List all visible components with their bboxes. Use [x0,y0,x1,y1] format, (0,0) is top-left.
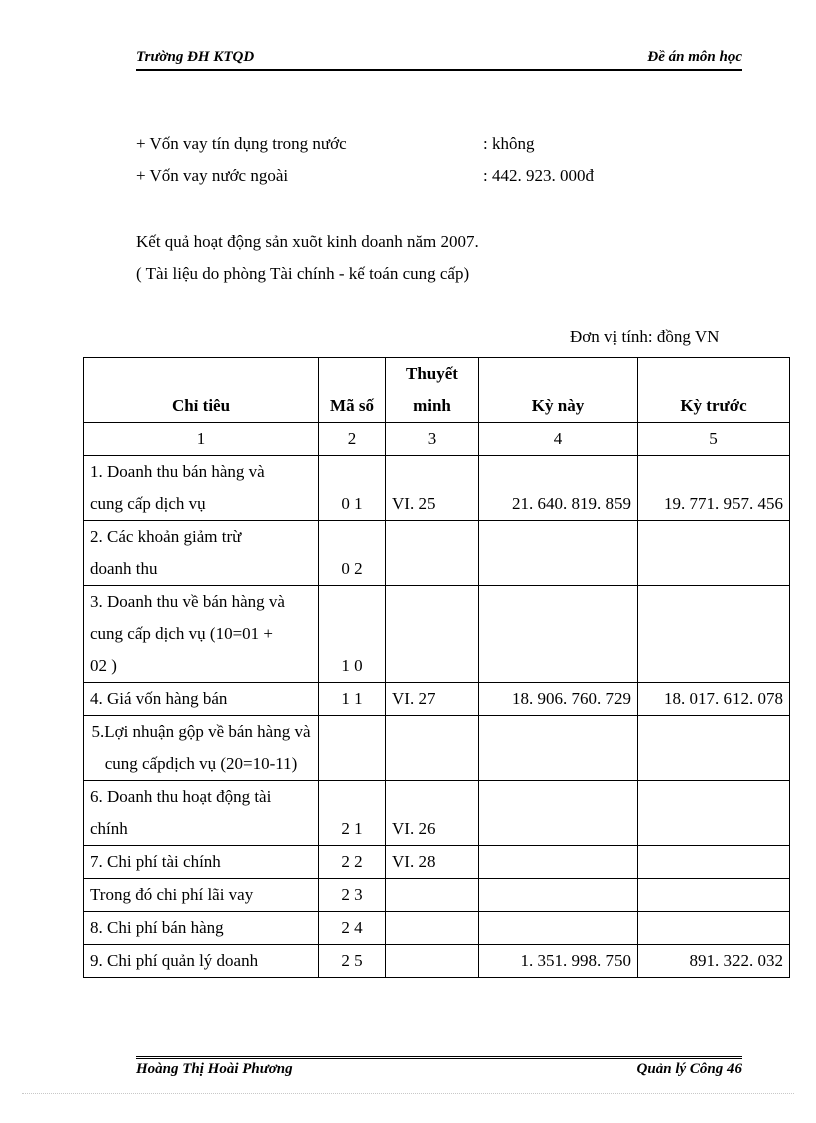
table-row [84,716,790,781]
criteria-line: 7. Chi phí tài chính [90,852,221,871]
row-previous [638,912,790,945]
row-criteria [84,586,319,683]
row-previous: 891. 322. 032 [638,945,790,978]
criteria-line: 02 ) [90,656,117,675]
row-previous [638,846,790,879]
row-code: 2 1 [319,781,386,846]
header-criteria: Chỉ tiêu [84,358,319,423]
row-previous [638,586,790,683]
capital-foreign-value: : 442. 923. 000đ [483,166,594,185]
section-source: ( Tài liệu do phòng Tài chính - kế toán cung cấp) [136,264,470,283]
page-footer [136,1056,742,1078]
row-criteria [84,781,319,846]
table-row [84,456,790,521]
row-previous: 18. 017. 612. 078 [638,683,790,716]
page-bottom-divider [22,1093,794,1094]
footer-class: Quản lý Công 46 [636,1061,742,1077]
row-note [386,586,479,683]
criteria-line: 6. Doanh thu hoạt động tài [90,787,272,806]
row-current [479,521,638,586]
section-title: Kết quả hoạt động sản xuõt kinh doanh năm 2007. [136,232,479,251]
row-criteria [84,683,319,716]
header-note [386,358,479,423]
criteria-line: 1. Doanh thu bán hàng và [90,462,265,481]
header-code: Mã số [319,358,386,423]
table-row [84,945,790,978]
criteria-line: 3. Doanh thu về bán hàng và [90,592,285,611]
row-current: 1. 351. 998. 750 [479,945,638,978]
row-criteria [84,846,319,879]
table-row [84,912,790,945]
table-header-row [84,358,790,423]
row-previous [638,781,790,846]
row-code [319,716,386,781]
footer-author: Hoàng Thị Hoài Phương [136,1061,293,1077]
header-current: Kỳ này [479,358,638,423]
row-code: 2 3 [319,879,386,912]
page-header [136,49,742,71]
table-row [84,846,790,879]
row-note [386,521,479,586]
row-code: 2 2 [319,846,386,879]
header-previous: Kỳ trước [638,358,790,423]
table-row [84,586,790,683]
row-previous [638,716,790,781]
row-note: VI. 28 [386,846,479,879]
row-code: 2 4 [319,912,386,945]
col-number-1: 1 [84,423,319,456]
col-number-4: 4 [479,423,638,456]
capital-foreign-label: + Vốn vay nước ngoài [136,166,289,185]
row-previous: 19. 771. 957. 456 [638,456,790,521]
criteria-line: chính [90,819,128,838]
col-number-2: 2 [319,423,386,456]
header-note-line1: Thuyết [406,364,458,383]
header-note-line2: minh [413,396,451,415]
row-criteria [84,456,319,521]
row-current: 18. 906. 760. 729 [479,683,638,716]
capital-domestic-label: + Vốn vay tín dụng trong nước [136,134,347,153]
criteria-line: 5.Lợi nhuận gộp về bán hàng và [91,722,311,741]
row-current [479,716,638,781]
row-note [386,912,479,945]
row-code: 0 1 [319,456,386,521]
row-code: 1 1 [319,683,386,716]
criteria-line: 9. Chi phí quản lý doanh [90,951,259,970]
criteria-line: cung cấp dịch vụ [90,494,206,513]
row-current [479,879,638,912]
criteria-line: 8. Chi phí bán hàng [90,918,224,937]
row-current [479,846,638,879]
row-note: VI. 27 [386,683,479,716]
capital-domestic-value: : không [483,134,535,153]
criteria-line: 2. Các khoản giảm trừ [90,527,242,546]
column-number-row [84,423,790,456]
criteria-line: cung cấp dịch vụ (10=01 + [90,624,273,643]
criteria-line: Trong đó chi phí lãi vay [90,885,254,904]
row-note: VI. 26 [386,781,479,846]
row-code: 0 2 [319,521,386,586]
header-course: Đề án môn học [647,49,742,65]
row-code: 1 0 [319,586,386,683]
row-criteria [84,945,319,978]
criteria-line: 4. Giá vốn hàng bán [90,689,228,708]
row-code: 2 5 [319,945,386,978]
row-note [386,945,479,978]
unit-label: Đơn vị tính: đồng VN [570,327,720,346]
table-row [84,879,790,912]
row-current [479,912,638,945]
row-criteria [84,912,319,945]
row-current: 21. 640. 819. 859 [479,456,638,521]
header-school: Trường ĐH KTQD [136,49,255,65]
table-row [84,781,790,846]
row-criteria [84,879,319,912]
col-number-5: 5 [638,423,790,456]
row-note: VI. 25 [386,456,479,521]
row-previous [638,521,790,586]
row-note [386,716,479,781]
income-statement-table [83,357,790,978]
table-row [84,521,790,586]
row-current [479,586,638,683]
criteria-line: cung cấpdịch vụ (20=10-11) [104,754,298,773]
criteria-line: doanh thu [90,559,158,578]
row-current [479,781,638,846]
row-criteria [84,521,319,586]
col-number-3: 3 [386,423,479,456]
row-previous [638,879,790,912]
row-note [386,879,479,912]
row-criteria [84,716,319,781]
table-row [84,683,790,716]
